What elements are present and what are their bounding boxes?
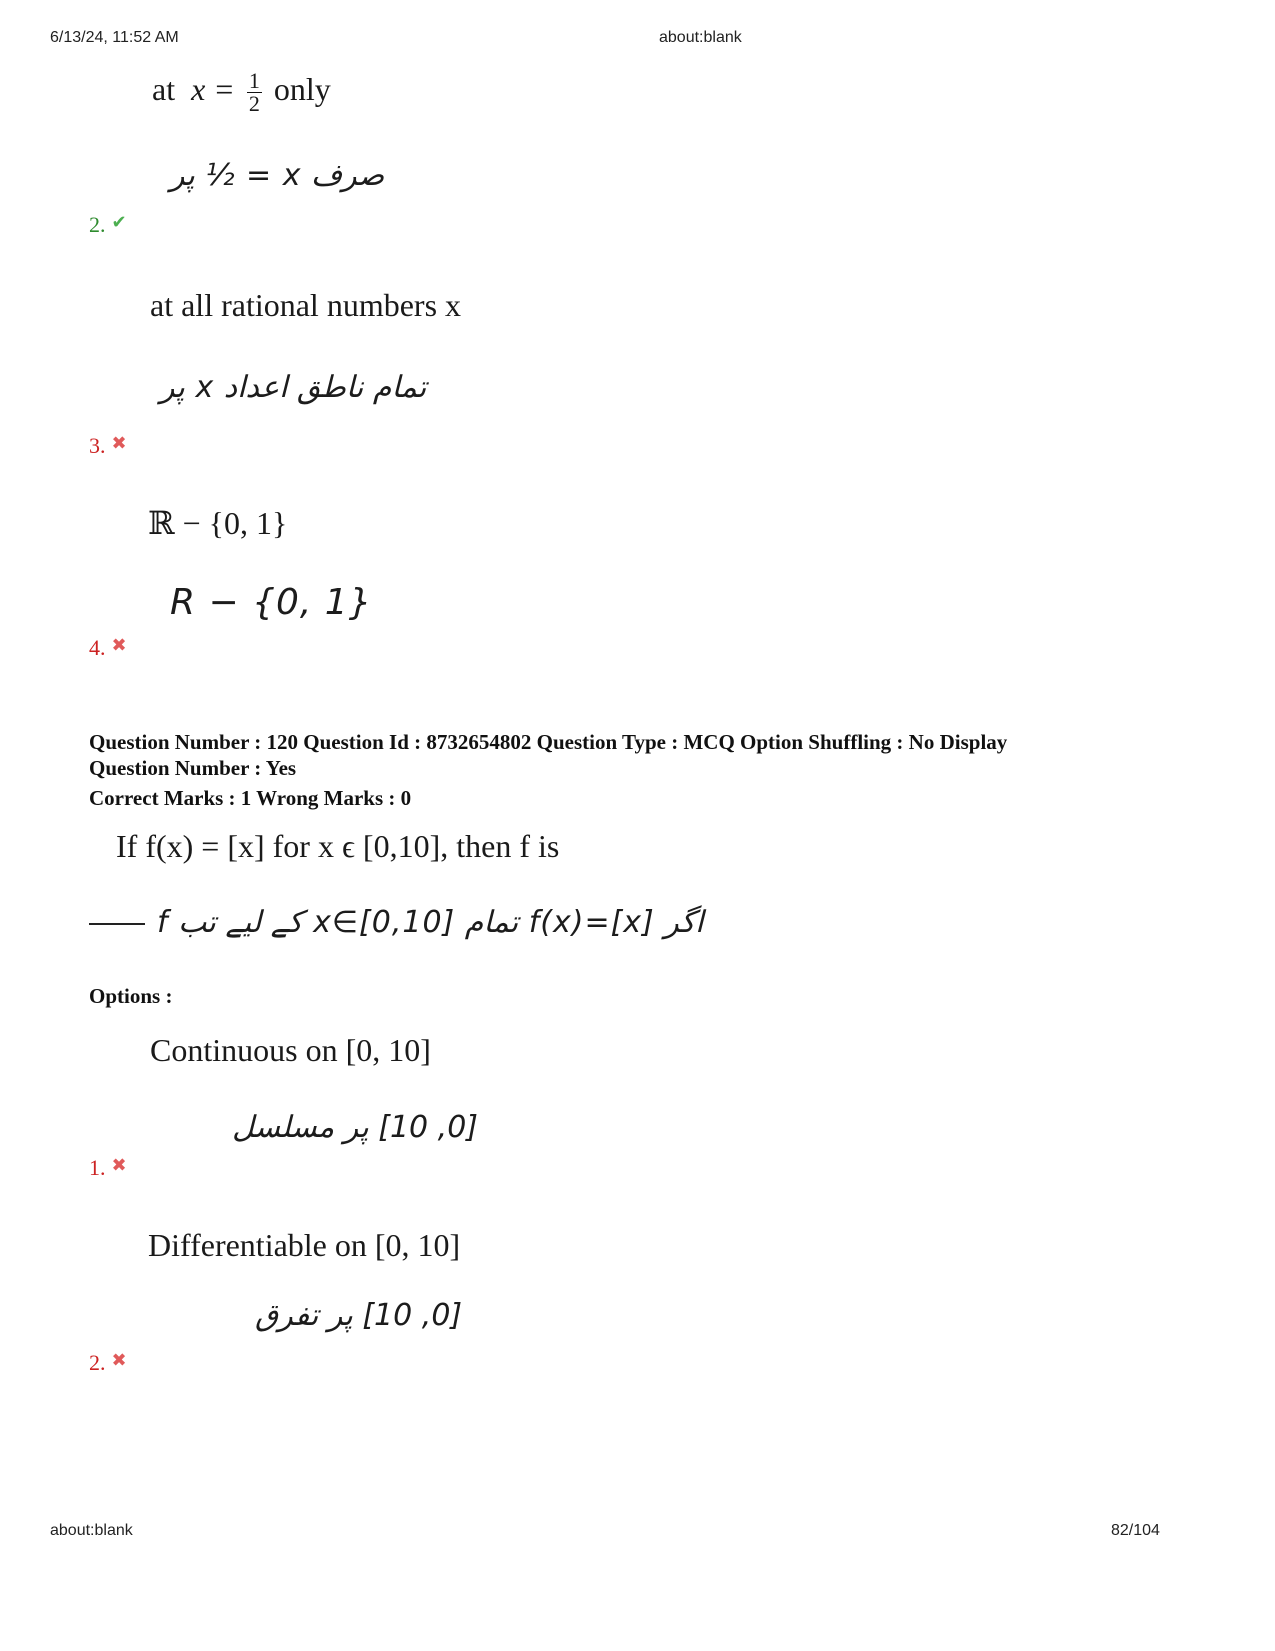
prev-option-3-number: 3. ✖ bbox=[89, 433, 127, 458]
question-stem-urdu-row: اگر f(x)=[x] تمام x∈[0,10] کے لیے تب f bbox=[89, 905, 849, 940]
prev-option-3-text: at all rational numbers x bbox=[150, 287, 462, 323]
footer-url: about:blank bbox=[50, 1522, 133, 1539]
prev-option-4-number: 4. ✖ bbox=[89, 635, 127, 660]
prev-option-3-urdu: تمام ناطق اعداد x پر bbox=[160, 370, 427, 405]
cross-icon: ✖ bbox=[111, 433, 127, 453]
check-icon: ✔ bbox=[111, 212, 127, 232]
cross-icon: ✖ bbox=[111, 1155, 127, 1175]
option-2-number: 2. ✖ bbox=[89, 1350, 127, 1375]
print-timestamp: 6/13/24, 11:52 AM bbox=[50, 29, 179, 46]
question-meta bbox=[89, 729, 1209, 811]
print-url: about:blank bbox=[659, 29, 742, 46]
question-meta-line1: Question Number : 120 Question Id : 8732654802 Question Type : MCQ Option Shuffling : No Display bbox=[89, 730, 1008, 754]
prev-option-4-handwritten: R − {0, 1} bbox=[170, 582, 373, 623]
options-label: Options : bbox=[89, 984, 173, 1008]
prev-option-2-number: 2. ✔ bbox=[89, 212, 127, 237]
prev-option-4-text: ℝ − {0, 1} bbox=[148, 505, 288, 541]
prev-option-2-text: at x = $\frac{1}{2}$ only bbox=[152, 68, 331, 116]
option-1-number: 1. ✖ bbox=[89, 1155, 127, 1180]
question-stem: If f(x) = [x] for x ϵ [0,10], then f is bbox=[116, 828, 560, 864]
cross-icon: ✖ bbox=[111, 635, 127, 655]
option-1-urdu: [0, 10] پر مسلسل bbox=[232, 1110, 479, 1145]
question-marks: Correct Marks : 1 Wrong Marks : 0 bbox=[89, 786, 412, 810]
fraction-one-half: $\frac{1}{2}$ bbox=[248, 68, 260, 116]
page-number: 82/104 bbox=[1111, 1522, 1160, 1539]
blank-line bbox=[89, 923, 145, 925]
cross-icon: ✖ bbox=[111, 1350, 127, 1370]
question-meta-line2: Question Number : Yes bbox=[89, 756, 297, 780]
option-2-text: Differentiable on [0, 10] bbox=[148, 1227, 461, 1263]
option-2-urdu: [0, 10] پر تفرق bbox=[255, 1298, 463, 1333]
prev-option-2-urdu: صرف x = ½ پر bbox=[170, 158, 385, 193]
option-1-text: Continuous on [0, 10] bbox=[150, 1032, 431, 1068]
